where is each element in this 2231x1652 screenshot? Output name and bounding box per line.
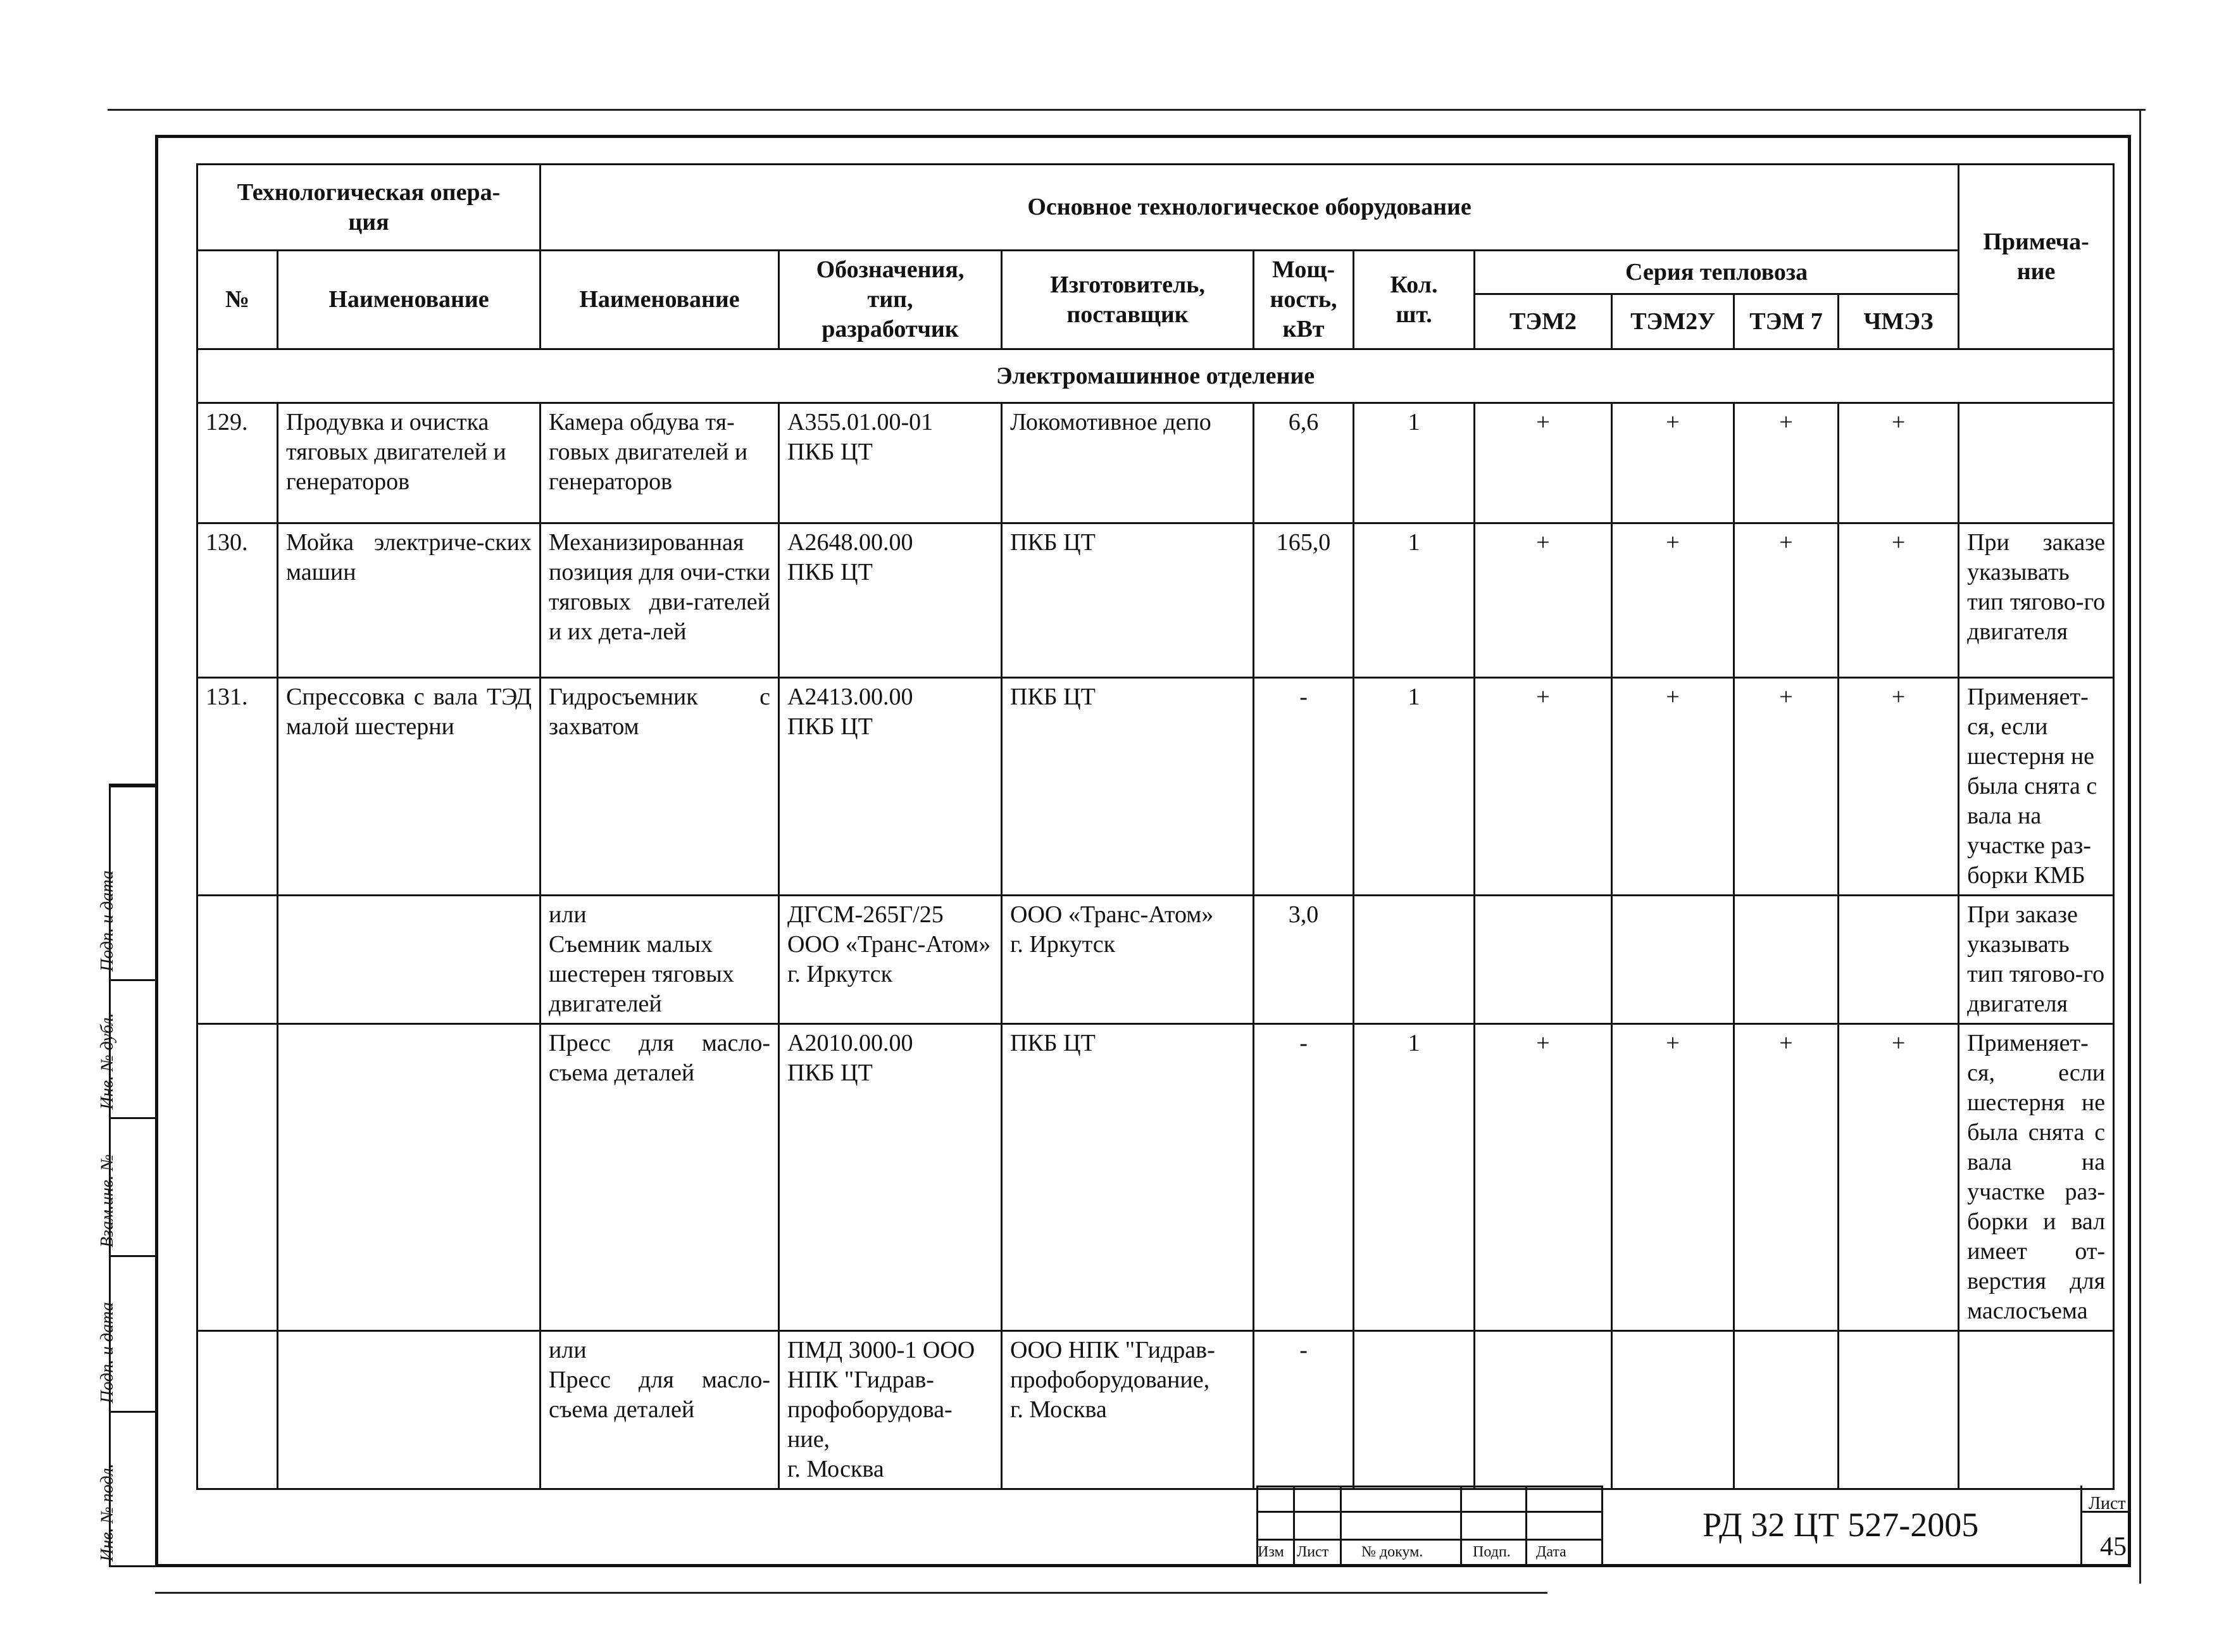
side-approval-strip (97, 784, 158, 1567)
header-series-tem2u: ТЭМ2У (1612, 294, 1734, 349)
header-series: Серия тепловоза (1475, 251, 1959, 294)
row-eq: Механизированная позиция для очи-стки тяговых дви-гателей и их дета-лей (541, 523, 779, 678)
sheet-number: 45 (2100, 1532, 2127, 1561)
row-maker: ПКБ ЦТ (1002, 523, 1254, 678)
row-power: 6,6 (1254, 403, 1354, 523)
side-cell (97, 785, 156, 979)
header-series-tem7: ТЭМ 7 (1734, 294, 1839, 349)
row-designation: А2648.00.00 ПКБ ЦТ (779, 523, 1002, 678)
side-label: Инв. № подл. (97, 1463, 117, 1561)
header-series-chme3: ЧМЭЗ (1839, 294, 1959, 349)
row-num (197, 1024, 278, 1331)
row-s1: + (1475, 1024, 1612, 1331)
row-s2: + (1612, 1024, 1734, 1331)
row-qty: 1 (1354, 1024, 1475, 1331)
row-num: 131. (197, 678, 278, 896)
row-power: - (1254, 1331, 1354, 1489)
row-s2 (1612, 896, 1734, 1024)
row-maker: ПКБ ЦТ (1002, 1024, 1254, 1331)
row-s2 (1612, 1331, 1734, 1489)
row-s3 (1734, 1331, 1839, 1489)
header-tech-op: Технологическая опера- ция (197, 165, 541, 251)
header-designation: Обозначения, тип, разработчик (779, 251, 1002, 349)
header-maker: Изготовитель, поставщик (1002, 251, 1254, 349)
row-s4 (1839, 1331, 1959, 1489)
header-op-name: Наименование (278, 251, 541, 349)
section-title: Электромашинное отделение (197, 349, 2114, 403)
row-s1 (1475, 1331, 1612, 1489)
side-label: Подп. и дата (97, 1302, 117, 1403)
row-qty: 1 (1354, 523, 1475, 678)
row-s4 (1839, 896, 1959, 1024)
header-note: Примеча- ние (1959, 165, 2114, 349)
side-cell (97, 1411, 156, 1569)
side-cell (97, 979, 156, 1117)
row-qty (1354, 1331, 1475, 1489)
row-s3: + (1734, 523, 1839, 678)
row-note: Применяет-ся, если шестерня не была снята с вала на участке раз-борки КМБ (1959, 678, 2114, 896)
row-s3 (1734, 896, 1839, 1024)
row-s1: + (1475, 403, 1612, 523)
side-label: Взам.инв. № (97, 1154, 117, 1248)
row-s2: + (1612, 403, 1734, 523)
row-maker: Локомотивное депо (1002, 403, 1254, 523)
row-eq: или Съемник малых шестерен тяговых двигателей (541, 896, 779, 1024)
row-s2: + (1612, 678, 1734, 896)
row-note (1959, 1331, 2114, 1489)
row-maker: ПКБ ЦТ (1002, 678, 1254, 896)
row-s4: + (1839, 1024, 1959, 1331)
row-num (197, 896, 278, 1024)
right-rule (2139, 109, 2141, 1584)
row-maker: ООО НПК "Гидрав-профоборудование, г. Москва (1002, 1331, 1254, 1489)
row-qty: 1 (1354, 678, 1475, 896)
row-qty (1354, 896, 1475, 1024)
side-label: Подп. и дата (97, 870, 117, 972)
stamp-label-list: Лист (1297, 1544, 1329, 1560)
row-op (278, 1024, 541, 1331)
side-label: Инв. № дубл. (97, 1013, 117, 1110)
row-eq: Гидросъемник с захватом (541, 678, 779, 896)
row-s1: + (1475, 523, 1612, 678)
row-s3: + (1734, 678, 1839, 896)
row-op (278, 896, 541, 1024)
row-s2: + (1612, 523, 1734, 678)
row-s1: + (1475, 678, 1612, 896)
side-cell (97, 1255, 156, 1411)
sheet-label: Лист (2089, 1494, 2126, 1513)
row-maker: ООО «Транс-Атом» г. Иркутск (1002, 896, 1254, 1024)
row-power: 3,0 (1254, 896, 1354, 1024)
header-power: Мощ- ность, кВт (1254, 251, 1354, 349)
bottom-rule (155, 1592, 1547, 1594)
row-designation: А355.01.00-01 ПКБ ЦТ (779, 403, 1002, 523)
equipment-table (196, 163, 2115, 1490)
row-eq: Пресс для масло-съема деталей (541, 1024, 779, 1331)
row-designation: А2010.00.00 ПКБ ЦТ (779, 1024, 1002, 1331)
row-eq: или Пресс для масло-съема деталей (541, 1331, 779, 1489)
row-power: - (1254, 678, 1354, 896)
header-num: № (197, 251, 278, 349)
row-note (1959, 403, 2114, 523)
row-note: При заказе указывать тип тягово-го двигателя (1959, 523, 2114, 678)
row-eq: Камера обдува тя-говых двигателей и генераторов (541, 403, 779, 523)
row-power: 165,0 (1254, 523, 1354, 678)
row-qty: 1 (1354, 403, 1475, 523)
row-designation: ПМД 3000-1 ООО НПК "Гидрав-профоборудова-ние, г. Москва (779, 1331, 1002, 1489)
row-power: - (1254, 1024, 1354, 1331)
row-s4: + (1839, 523, 1959, 678)
side-cell (97, 1117, 156, 1255)
row-s1 (1475, 896, 1612, 1024)
stamp-label-izm: Изм (1258, 1544, 1284, 1560)
row-note: Применяет-ся, если шестерня не была снята с вала на участке раз-борки и вал имеет от-верстия для маслосъема (1959, 1024, 2114, 1331)
top-rule (108, 109, 2146, 111)
row-op: Спрессовка с вала ТЭД малой шестерни (278, 678, 541, 896)
header-series-tem2: ТЭМ2 (1475, 294, 1612, 349)
row-s4: + (1839, 678, 1959, 896)
header-main-equipment: Основное технологическое оборудование (541, 165, 1959, 251)
row-designation: ДГСМ-265Г/25 ООО «Транс-Атом» г. Иркутск (779, 896, 1002, 1024)
row-s3: + (1734, 1024, 1839, 1331)
stamp-label-date: Дата (1536, 1544, 1566, 1560)
row-op: Мойка электриче-ских машин (278, 523, 541, 678)
document-code: РД 32 ЦТ 527-2005 (1703, 1506, 1979, 1544)
row-s4: + (1839, 403, 1959, 523)
row-num: 129. (197, 403, 278, 523)
stamp-label-doc: № докум. (1361, 1544, 1423, 1560)
row-s3: + (1734, 403, 1839, 523)
header-qty: Кол. шт. (1354, 251, 1475, 349)
row-num (197, 1331, 278, 1489)
row-note: При заказе указывать тип тягово-го двигателя (1959, 896, 2114, 1024)
row-op: Продувка и очистка тяговых двигателей и генераторов (278, 403, 541, 523)
row-designation: А2413.00.00 ПКБ ЦТ (779, 678, 1002, 896)
row-num: 130. (197, 523, 278, 678)
stamp-label-sign: Подп. (1473, 1544, 1511, 1560)
row-op (278, 1331, 541, 1489)
title-block (1256, 1486, 2131, 1567)
header-eq-name: Наименование (541, 251, 779, 349)
